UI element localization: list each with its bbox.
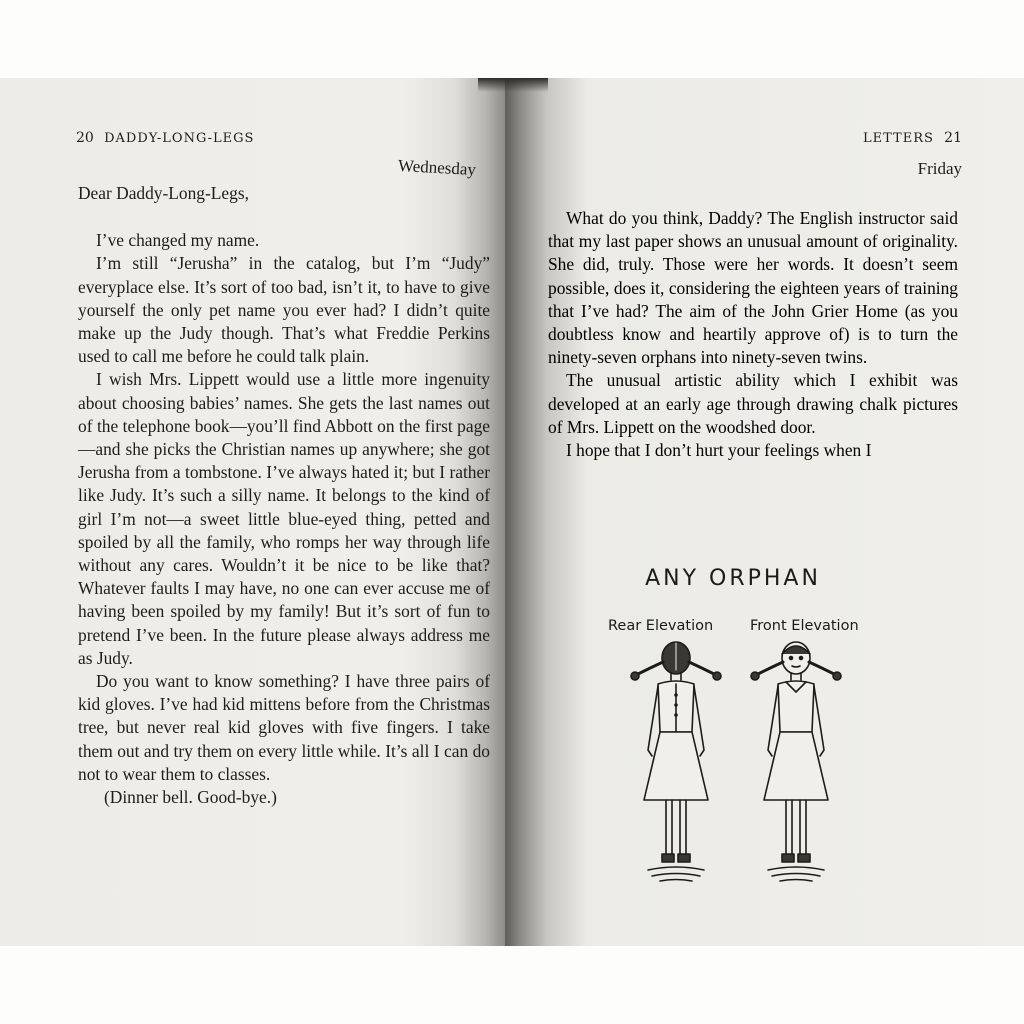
right-running-head (863, 130, 962, 146)
sketch-label-rear: Rear Elevation (608, 618, 714, 634)
left-page-number: 20 (76, 130, 94, 146)
letter-salutation: Dear Daddy-Long-Legs, (78, 183, 249, 203)
left-header-title: DADDY-LONG-LEGS (104, 131, 255, 146)
left-paragraph: I’m still “Jerusha” in the catalog, but I’m “Judy” everyplace else. It’s sort of too bad, isn’t it, to have to give yourself the only pet name you ever had? I didn’t quite make up the Judy though. That’s what Freddie Perkins used to call me before he could talk plain. (78, 253, 490, 367)
right-page-number: 21 (944, 130, 962, 146)
right-paragraph: What do you think, Daddy? The English instructor said that my last paper shows an unusual amount of originality. She did, truly. Those were her words. It doesn’t seem possible, does it, considering the eighteen years of training that I’ve had? The aim of the John Grier Home (as you doubtless know and heartily approve of) is to turn the ninety-seven orphans into ninety-seven twins. (548, 208, 958, 368)
left-paragraph: I wish Mrs. Lippett would use a little more ingenuity about choosing babies’ names. She gets the last names out of the telephone book—you’ll find Abbott on the first page—and she picks the Christian names up anywhere; she got Jerusha from a tombstone. I’ve always hated it; but I rather like Judy. It’s such a silly name. It belongs to the kind of girl I’m not—a sweet little blue-eyed thing, petted and spoiled by all the family, who romps her way through life without any cares. Wouldn’t it be nice to be like that? Whatever faults I may have, no one can ever accuse me of having been spoiled by my family! But it’s sort of fun to pretend I’ve been. In the future please always address me as Judy. (78, 369, 490, 668)
right-page-text (548, 207, 958, 462)
letter-signoff: (Dinner bell. Good-bye.) (104, 787, 277, 808)
left-paragraph: Do you want to know something? I have three pairs of kid gloves. I’ve had kid mittens before from the Christmas tree, but never real kid gloves with five fingers. I take them out and try them on every little while. It’s all I can do not to wear them to classes. (78, 671, 490, 784)
right-paragraph: The unusual artistic ability which I exhibit was developed at an early age through drawing chalk pictures of Mrs. Lippett on the woodshed door. (548, 370, 958, 437)
book-spine-shadow (478, 78, 548, 92)
right-paragraph: I hope that I don’t hurt your feelings when I (566, 440, 872, 461)
left-running-head (76, 130, 254, 146)
left-page (0, 78, 505, 946)
right-letter-day: Friday (917, 159, 962, 178)
left-paragraph: I’ve changed my name. (96, 230, 260, 251)
sketch-title: ANY ORPHAN (645, 566, 821, 591)
left-letter-day: Wednesday (397, 155, 477, 180)
sketch-label-front: Front Elevation (750, 618, 859, 634)
right-header-title: LETTERS (863, 131, 934, 146)
left-page-text (78, 182, 490, 809)
orphan-front-figure (746, 640, 846, 885)
orphan-rear-figure (626, 640, 726, 885)
open-book (0, 78, 1024, 946)
orphan-sketch (598, 566, 898, 896)
